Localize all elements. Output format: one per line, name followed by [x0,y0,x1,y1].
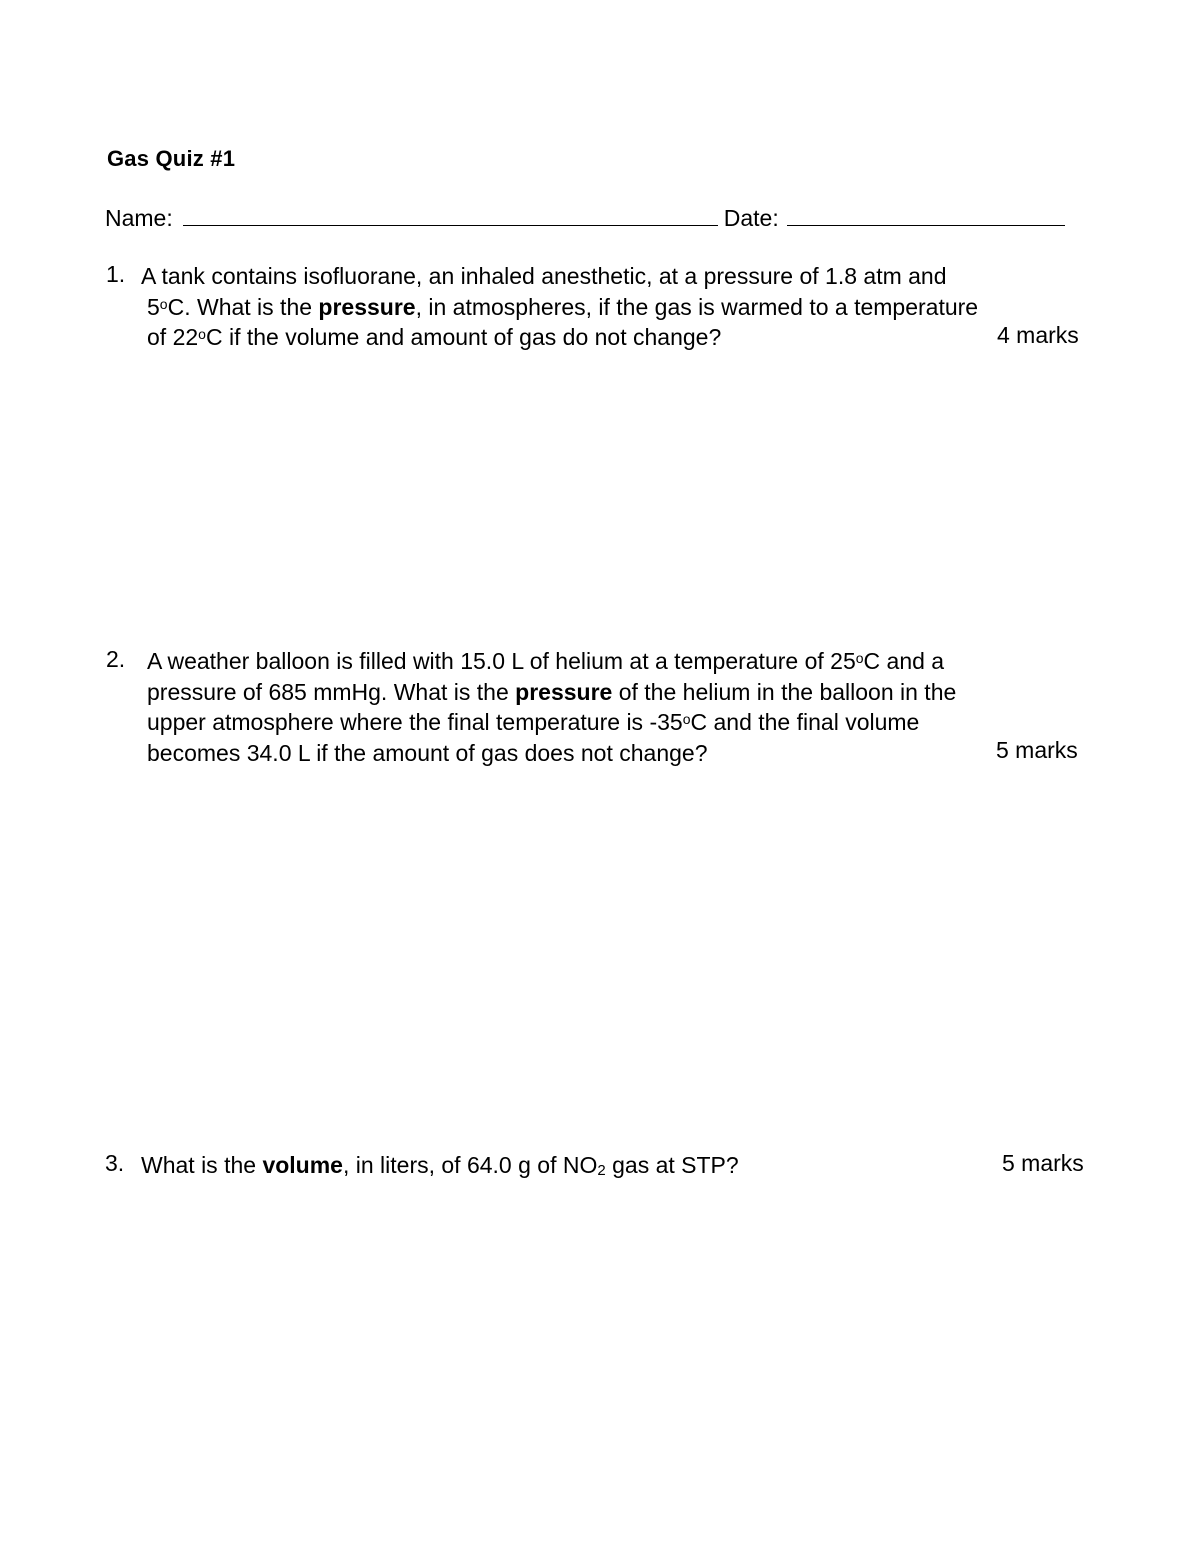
question-2-marks: 5 marks [996,737,1078,763]
question-1-line-2: 5$^o$C. What is the pressure, in atmospheres, if the gas is warmed to a temperature [147,293,979,320]
header-row [105,203,1065,233]
emphasis-pressure: pressure [318,293,416,320]
emphasis-pressure: pressure [515,678,613,705]
question-3-text [141,1150,1086,1181]
emphasis-volume: volume [262,1152,343,1178]
question-2-text [147,646,1092,768]
date-label: Date: [723,205,779,231]
date-field[interactable] [787,207,1065,226]
question-2-line-3: upper atmosphere where the final temperature is -35$^o$C and the final volume [147,709,920,735]
question-3-line-1: What is the volume, in liters, of 64.0 g of $NO_2$ gas at STP? [141,1152,739,1179]
question-1-marks: 4 marks [997,322,1079,348]
question-2-line-1: A weather balloon is filled with 15.0 L of helium at a temperature of 25$^o$C and a [147,648,945,674]
name-label: Name: [105,205,173,231]
question-2-number: 2. [106,646,126,672]
question-1-number: 1. [106,261,126,287]
question-1-line-1: A tank contains isofluorane, an inhaled anesthetic, at a pressure of 1.8 atm and [141,263,947,289]
question-2-line-4: becomes 34.0 L if the amount of gas does not change? [147,739,708,766]
question-3-number: 3. [105,1150,125,1176]
question-1-text [141,261,1086,353]
page-title: Gas Quiz #1 [107,146,236,171]
question-3-marks: 5 marks [1002,1150,1084,1176]
question-2-line-2: pressure of 685 mmHg. What is the pressure of the helium in the balloon in the [147,678,957,705]
question-1-line-3: of 22$^o$C if the volume and amount of gas do not change? [147,324,722,350]
name-field[interactable] [183,207,718,226]
